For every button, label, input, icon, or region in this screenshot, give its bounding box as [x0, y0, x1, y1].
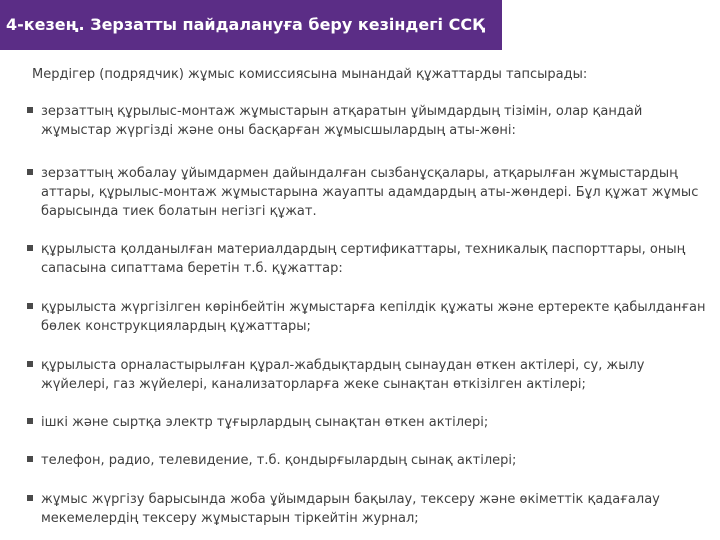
bullet-text: телефон, радио, телевидение, т.б. қондырғылардың сынақ актілері;: [41, 453, 517, 468]
slide-title: 4-кезең. Зерзатты пайдалануға беру кезіндегі ССҚ: [0, 0, 502, 50]
bullet-text: зерзаттың жобалау ұйымдармен дайындалған сызбанұсқалары, атқарылған жұмыстардың аттары, құрылыс-монтаж жұмыстарына жауапты адамдардың аты-жөндері. Бұл құжат жұмыс барысында тиек болатын негізгі құжат.: [41, 166, 699, 219]
bullet-icon: [27, 240, 41, 251]
bullet-item: [27, 356, 707, 394]
bullet-text: зерзаттың құрылыс-монтаж жұмыстарын атқаратын ұйымдардың тізімін, олар қандай жұмыстар жүргізді және оны басқарған жұмысшылардың аты-жөні:: [41, 104, 643, 138]
bullet-icon: [27, 356, 41, 367]
bullet-text: құрылыста орналастырылған құрал-жабдықтардың сынаудан өткен актілері, су, жылу жүйелері, газ жүйелері, канализаторларға жеке сынақтан өткізілген актілері;: [41, 358, 645, 392]
bullet-item: [27, 451, 707, 470]
bullet-icon: [27, 102, 41, 113]
bullet-icon: [27, 413, 41, 424]
bullet-text: құрылыста жүргізілген көрінбейтін жұмыстарға кепілдік құжаты және ертеректе қабылданған бөлек конструкциялардың құжаттары;: [41, 300, 706, 334]
bullet-item: [27, 102, 707, 140]
bullet-item: [27, 413, 707, 432]
bullet-icon: [27, 451, 41, 462]
intro-text: Мердігер (подрядчик) жұмыс комиссиясына мынандай құжаттарды тапсырады:: [32, 67, 588, 82]
bullet-item: [27, 298, 707, 336]
bullet-text: құрылыста қолданылған материалдардың сертификаттары, техникалық паспорттары, оның сапасына сипаттама беретін т.б. құжаттар:: [41, 242, 686, 276]
bullet-item: [27, 490, 707, 528]
bullet-item: [27, 164, 707, 221]
bullet-icon: [27, 490, 41, 501]
bullet-item: [27, 240, 707, 278]
bullet-icon: [27, 164, 41, 175]
bullet-text: жұмыс жүргізу барысында жоба ұйымдарын бақылау, тексеру және өкіметтік қадағалау мекемелердің тексеру жұмыстарын тіркейтін журнал;: [41, 492, 660, 526]
bullet-icon: [27, 298, 41, 309]
bullet-text: ішкі және сыртқа электр тұғырлардың сынақтан өткен актілері;: [41, 415, 489, 430]
